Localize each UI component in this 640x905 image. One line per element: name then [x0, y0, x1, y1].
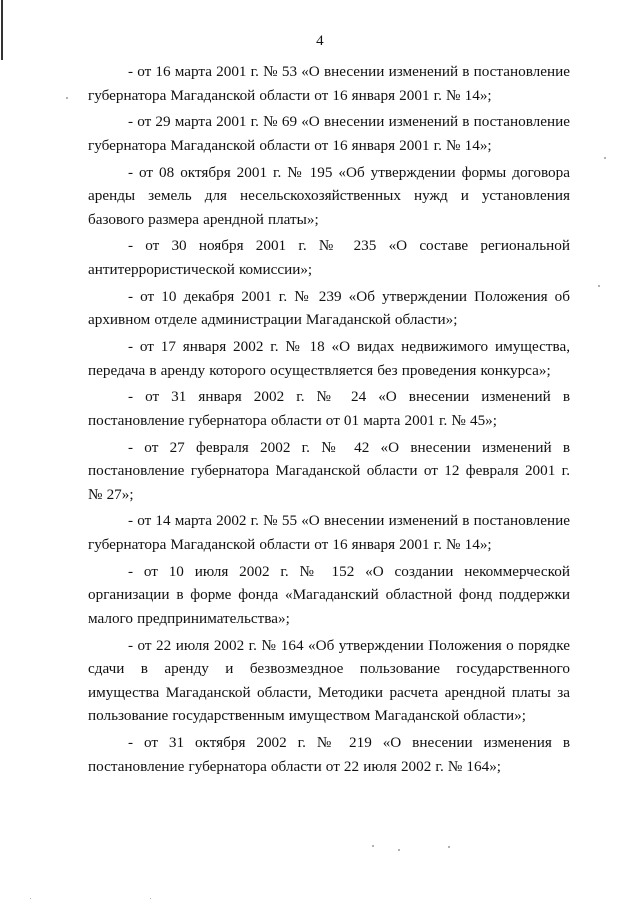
list-item: - от 29 марта 2001 г. № 69 «О внесении изменений в постановление губернатора Магаданской области от 16 января 2001 г. № 14»; [88, 113, 570, 154]
scan-speck [448, 846, 450, 848]
list-item: - от 17 января 2002 г. № 18 «О видах недвижимого имущества, передача в аренду которого осуществляется без проведения конкурса»; [88, 338, 570, 379]
scan-speck [372, 845, 374, 847]
list-item: - от 31 октября 2002 г. № 219 «О внесении изменения в постановление губернатора области от 22 июля 2002 г. № 164»; [88, 734, 570, 775]
resolution-list [88, 60, 570, 781]
scan-speck [66, 97, 68, 99]
scan-margin-line [1, 0, 3, 60]
list-item: - от 27 февраля 2002 г. № 42 «О внесении изменений в постановление губернатора Магаданской области от 12 февраля 2001 г. № 27»; [88, 438, 570, 503]
list-item: - от 10 декабря 2001 г. № 239 «Об утверждении Положения об архивном отделе администрации Магаданской области»; [88, 287, 570, 329]
list-item: - от 10 июля 2002 г. № 152 «О создании некоммерческой организации в форме фонда «Магаданский областной фонд поддержки малого предпринимательства»; [88, 562, 570, 627]
scan-speck [604, 157, 606, 159]
scan-speck [150, 898, 151, 899]
list-item: - от 30 ноября 2001 г. № 235 «О составе региональной антитеррористической комиссии»; [88, 237, 570, 279]
page-number: 4 [316, 33, 324, 49]
scan-speck [30, 898, 31, 899]
list-item: - от 08 октября 2001 г. № 195 «Об утверждении формы договора аренды земель для несельскохозяйственных нужд и установления базового размера арендной платы»; [88, 163, 570, 228]
list-item: - от 22 июля 2002 г. № 164 «Об утверждении Положения о порядке сдачи в аренду и безвозмездное пользование государственного имущества Магаданской области, Методики расчета арендной платы за пользование государственным имуществом Магаданской области»; [88, 636, 570, 725]
scan-speck [598, 285, 600, 287]
list-item: - от 16 марта 2001 г. № 53 «О внесении изменений в постановление губернатора Магаданской области от 16 января 2001 г. № 14»; [88, 63, 570, 104]
list-item: - от 31 января 2002 г. № 24 «О внесении изменений в постановление губернатора области от 01 марта 2001 г. № 45»; [88, 388, 570, 429]
list-item: - от 14 марта 2002 г. № 55 «О внесении изменений в постановление губернатора Магаданской области от 16 января 2001 г. № 14»; [88, 512, 570, 554]
scan-speck [398, 849, 400, 851]
